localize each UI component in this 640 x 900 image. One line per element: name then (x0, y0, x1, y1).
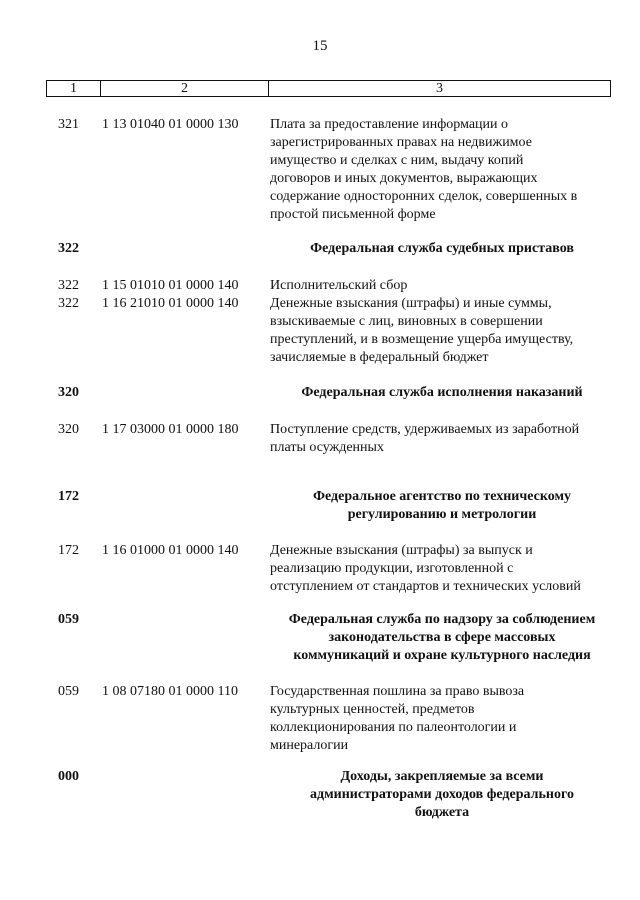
text-line: Денежные взыскания (штрафы) за выпуск и (270, 543, 533, 558)
revenue-code: 1 17 03000 01 0000 180 (102, 422, 239, 437)
text-line: бюджета (414, 805, 470, 820)
section-title (266, 488, 618, 524)
revenue-description (270, 295, 615, 367)
section-title (266, 611, 618, 665)
revenue-description (270, 277, 615, 295)
text-line: зачисляемые в федеральный бюджет (270, 350, 489, 365)
admin-code: 322 (58, 241, 79, 256)
text-line: администраторами доходов федерального (310, 787, 574, 802)
admin-code: 172 (58, 489, 79, 504)
text-line: законодательства в сфере массовых (328, 630, 556, 645)
text-line: простой письменной форме (270, 207, 436, 222)
section-title (266, 240, 618, 258)
text-line: культурных ценностей, предметов (270, 702, 475, 717)
text-line: Федеральное агентство по техническому (312, 489, 571, 504)
header-col-2: 2 (101, 81, 269, 96)
text-line: реализацию продукции, изготовленной с (270, 561, 514, 576)
revenue-description (270, 542, 615, 596)
text-line: содержание односторонних сделок, совершенных в (270, 189, 578, 204)
section-title (266, 768, 618, 822)
text-line: Исполнительский сбор (270, 278, 408, 293)
text-line: преступлений, и в возмещение ущерба имуществу, (270, 332, 574, 347)
page-number: 15 (312, 38, 328, 54)
admin-code: 000 (58, 769, 79, 784)
admin-code: 322 (58, 278, 79, 293)
text-line: Федеральная служба судебных приставов (310, 241, 574, 256)
admin-code: 322 (58, 296, 79, 311)
header-col-3: 3 (436, 81, 443, 96)
text-line: Доходы, закрепляемые за всеми (340, 769, 544, 784)
revenue-code: 1 08 07180 01 0000 110 (102, 684, 238, 699)
revenue-code: 1 13 01040 01 0000 130 (102, 117, 239, 132)
text-line: коллекционирования по палеонтологии и (270, 720, 517, 735)
revenue-code: 1 16 21010 01 0000 140 (102, 296, 239, 311)
text-line: Поступление средств, удерживаемых из заработной (270, 422, 580, 437)
revenue-description (270, 421, 615, 457)
text-line: Плата за предоставление информации о (270, 117, 509, 132)
text-line: минералогии (270, 738, 349, 753)
revenue-description (270, 683, 615, 755)
table-header (46, 80, 611, 97)
revenue-code: 1 15 01010 01 0000 140 (102, 278, 239, 293)
admin-code: 320 (58, 385, 79, 400)
text-line: регулированию и метрологии (347, 507, 537, 522)
revenue-description (270, 116, 615, 224)
admin-code: 059 (58, 612, 79, 627)
admin-code: 320 (58, 422, 79, 437)
text-line: зарегистрированных правах на недвижимое (270, 135, 532, 150)
text-line: Денежные взыскания (штрафы) и иные суммы, (270, 296, 552, 311)
text-line: договоров и иных документов, выражающих (270, 171, 538, 186)
text-line: Федеральная служба исполнения наказаний (301, 385, 583, 400)
revenue-code: 1 16 01000 01 0000 140 (102, 543, 239, 558)
section-title (266, 384, 618, 402)
text-line: имущество и сделках с ним, выдачу копий (270, 153, 524, 168)
admin-code: 059 (58, 684, 79, 699)
text-line: отступлением от стандартов и технических условий (270, 579, 581, 594)
text-line: платы осужденных (270, 440, 384, 455)
text-line: Государственная пошлина за право вывоза (270, 684, 525, 699)
text-line: Федеральная служба по надзору за соблюдением (288, 612, 596, 627)
text-line: взыскиваемые с лиц, виновных в совершении (270, 314, 543, 329)
text-line: коммуникаций и охране культурного наследия (293, 648, 591, 663)
header-col-1: 1 (47, 81, 101, 96)
admin-code: 321 (58, 117, 79, 132)
admin-code: 172 (58, 543, 79, 558)
